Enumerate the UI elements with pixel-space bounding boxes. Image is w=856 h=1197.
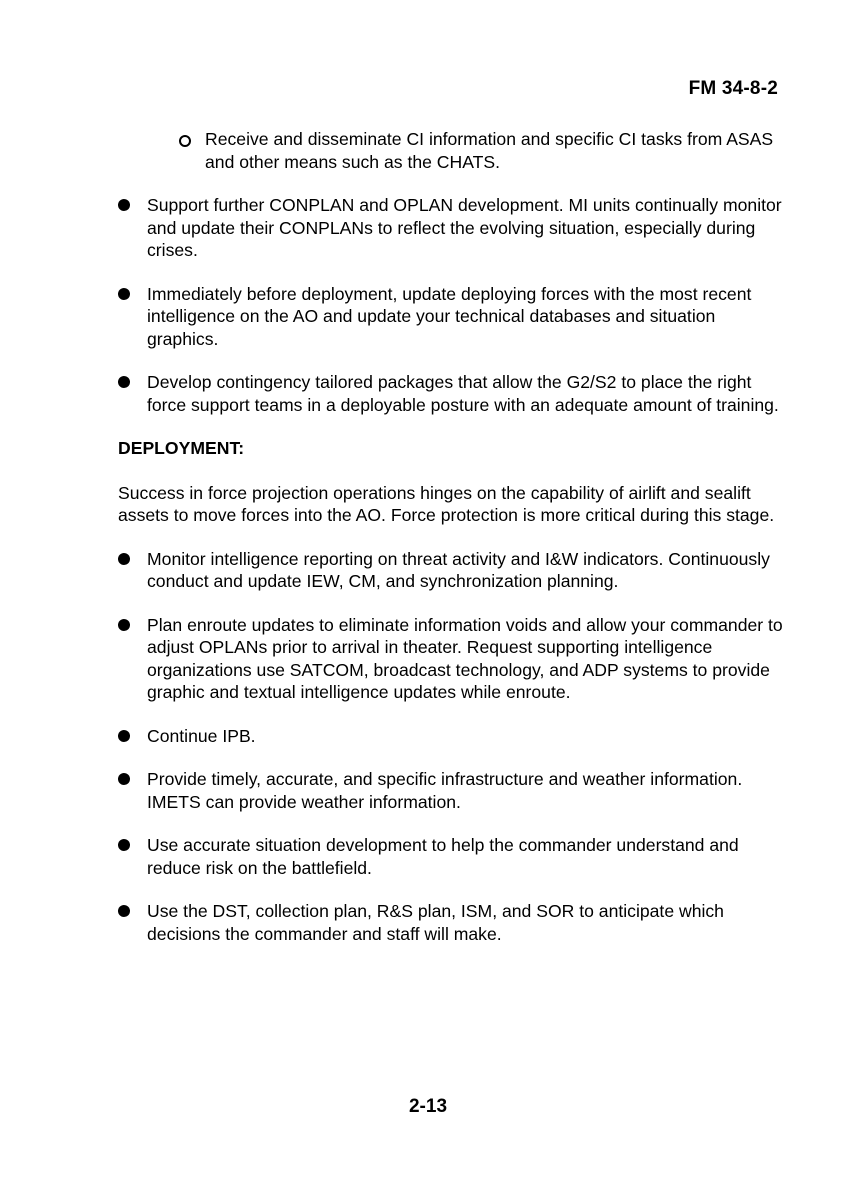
bullet-dot-icon [118, 730, 130, 742]
bullet-text: Plan enroute updates to eliminate information voids and allow your commander to adjust OPLANs prior to arrival in theater. Request supporting intelligence organizations use SATCOM, broadcast technology, and ADP systems to provide graphic and textual intelligence updates while enroute. [147, 614, 783, 702]
bullet-text: Support further CONPLAN and OPLAN development. MI units continually monitor and update their CONPLANs to reflect the evolving situation, especially during crises. [147, 195, 782, 260]
section-heading: DEPLOYMENT: [118, 438, 245, 458]
bullet-dot-icon [118, 376, 130, 388]
bullet-item [147, 194, 788, 262]
bullet-item [147, 614, 788, 704]
bullet-item [147, 371, 788, 416]
bullet-item [147, 900, 788, 945]
bullet-item [147, 834, 788, 879]
bullet-text: Use the DST, collection plan, R&S plan, ISM, and SOR to anticipate which decisions the commander and staff will make. [147, 901, 724, 944]
page-number: 2-13 [408, 1096, 448, 1117]
bullet-text: Use accurate situation development to help the commander understand and reduce risk on the battlefield. [147, 835, 739, 878]
bullet-dot-icon [118, 773, 130, 785]
bullet-dot-icon [118, 199, 130, 211]
bullet-dot-icon [118, 619, 130, 631]
sub-bullet-item [205, 128, 788, 173]
page-content [118, 128, 788, 966]
bullet-item [147, 768, 788, 813]
bullet-item [147, 725, 788, 748]
bullet-text: Immediately before deployment, update deploying forces with the most recent intelligence on the AO and update your technical databases and situation graphics. [147, 283, 752, 349]
document-id-header: FM 34-8-2 [688, 78, 778, 99]
section-paragraph: Success in force projection operations hinges on the capability of airlift and sealift assets to move forces into the AO. Force protection is more critical during this stage. [118, 482, 775, 525]
bullet-dot-icon [118, 288, 130, 300]
bullet-text: Monitor intelligence reporting on threat activity and I&W indicators. Continuously conduct and update IEW, CM, and synchronization planning. [147, 548, 770, 591]
hollow-circle-bullet-icon [179, 135, 191, 147]
sub-bullet-text: Receive and disseminate CI information and specific CI tasks from ASAS and other means such as the CHATS. [205, 129, 774, 172]
bullet-dot-icon [118, 905, 130, 917]
bullet-text: Continue IPB. [147, 725, 256, 746]
bullet-item [147, 548, 788, 593]
bullet-dot-icon [118, 839, 130, 851]
bullet-item [147, 283, 788, 351]
bullet-text: Provide timely, accurate, and specific infrastructure and weather information. IMETS can provide weather information. [147, 769, 743, 812]
bullet-dot-icon [118, 553, 130, 565]
bullet-text: Develop contingency tailored packages that allow the G2/S2 to place the right force support teams in a deployable posture with an adequate amount of training. [147, 372, 779, 415]
